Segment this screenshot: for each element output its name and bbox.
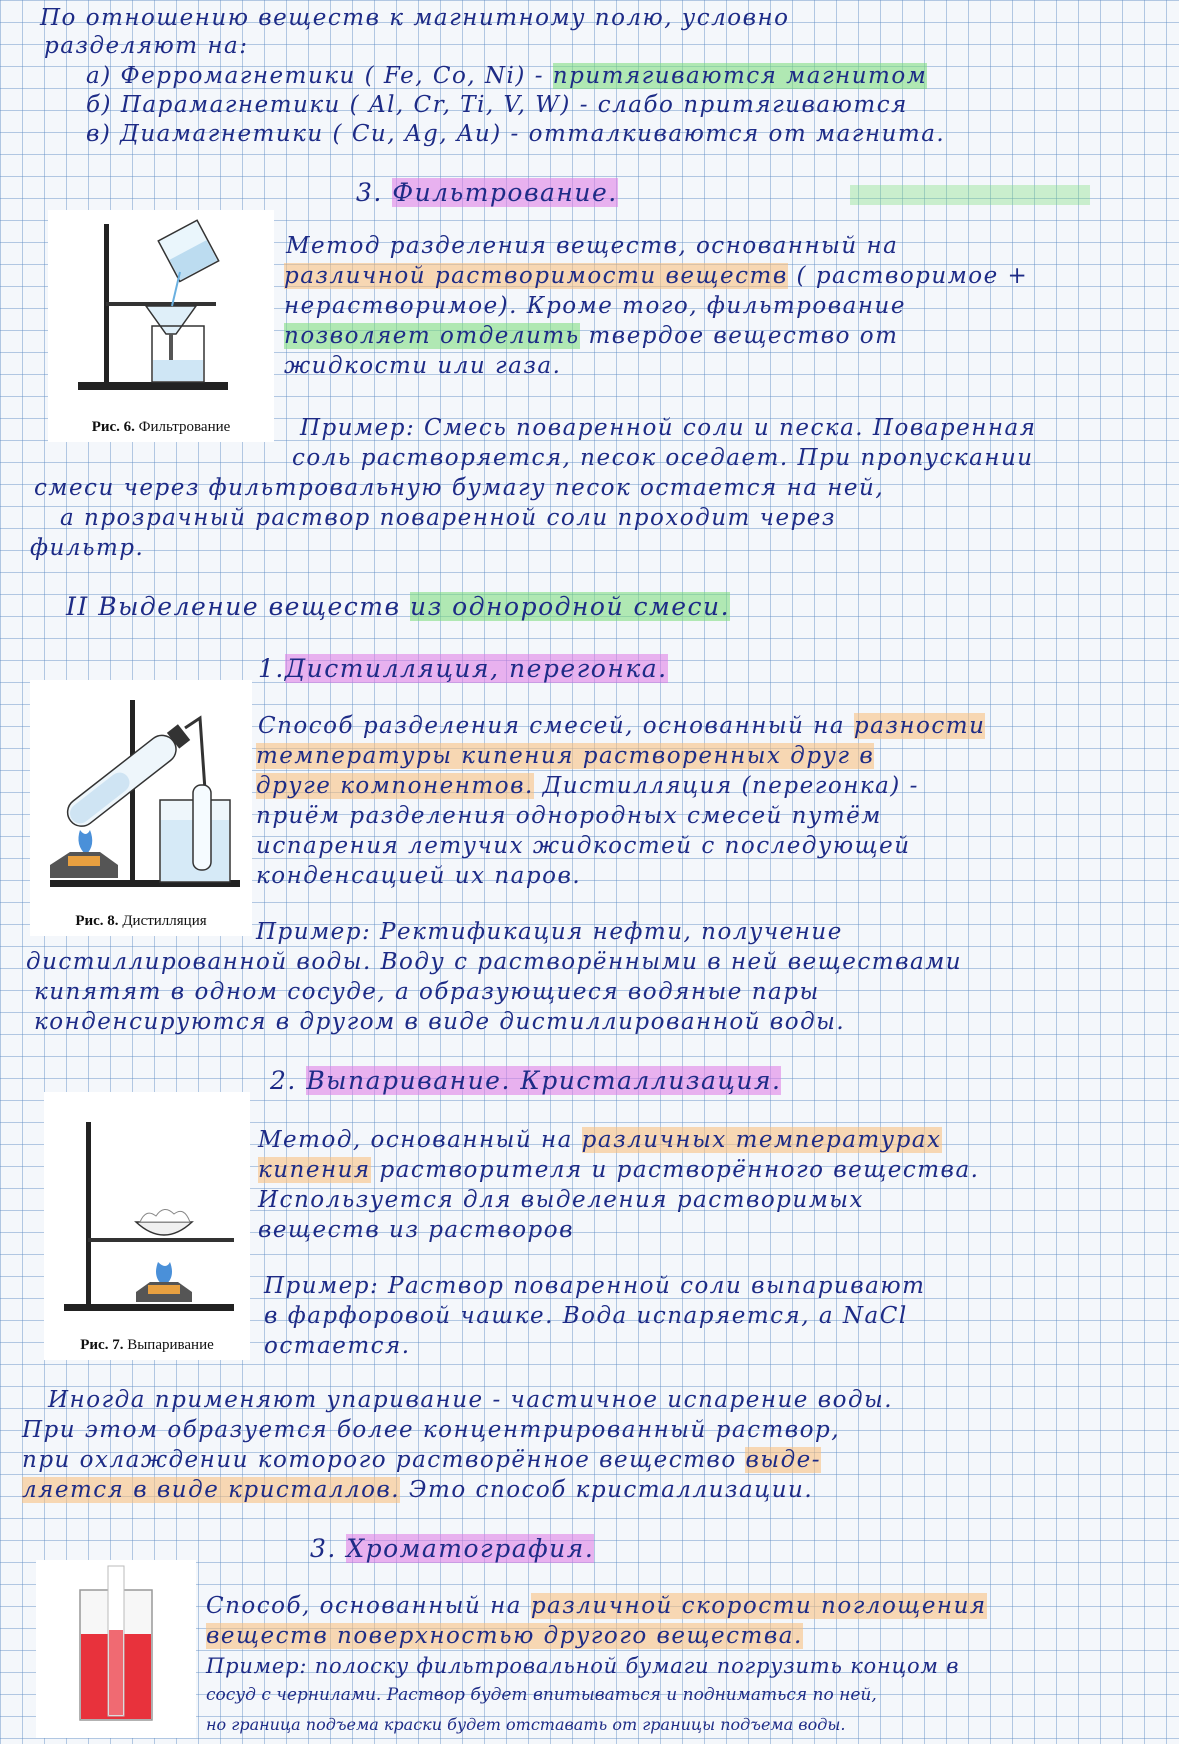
evaporation-def-1-highlight: различных температурах — [581, 1127, 942, 1153]
filtration-example-1: Пример: Смесь поваренной соли и песка. Поваренная — [300, 415, 1037, 441]
chromatography-heading — [310, 1534, 594, 1563]
distillation-def-1-highlight: разности — [853, 713, 986, 739]
evaporation-para-4-highlight: ляется в виде кристаллов. — [22, 1477, 401, 1503]
intro-item-a-text: а) Ферромагнетики ( Fe, Co, Ni) - — [86, 63, 553, 89]
chromatography-def-1 — [206, 1592, 987, 1621]
distillation-def-1-text: Способ разделения смесей, основанный на — [258, 713, 854, 739]
evaporation-def-2 — [258, 1156, 979, 1185]
distillation-heading — [258, 654, 668, 683]
evaporation-def-2-highlight: кипения — [258, 1157, 371, 1183]
filtration-def-4-highlight: позволяет отделить — [284, 323, 580, 349]
distillation-def-5: испарения летучих жидкостей с последующей — [256, 833, 911, 859]
evaporation-para-3-highlight: выде- — [745, 1447, 822, 1473]
evaporation-def-1-text: Метод, основанный на — [258, 1127, 582, 1153]
distillation-def-1 — [258, 712, 985, 741]
distillation-def-2-highlight: температуры кипения растворенных друг в — [256, 743, 875, 769]
distillation-heading-number: 1. — [258, 654, 285, 683]
evaporation-para-3 — [22, 1446, 821, 1475]
evaporation-apparatus-icon — [44, 1092, 250, 1360]
evaporation-example-1: Пример: Раствор поваренной соли выпаривают — [264, 1273, 926, 1299]
intro-item-c: в) Диамагнетики ( Cu, Ag, Au) - отталкиваются от магнита. — [86, 121, 946, 147]
distillation-heading-title: Дистилляция, перегонка. — [284, 654, 668, 683]
intro-item-a-highlight: притягиваются магнитом — [552, 63, 928, 89]
evaporation-def-4: веществ из растворов — [258, 1217, 575, 1243]
chromatography-heading-number: 3. — [310, 1534, 337, 1563]
figure-filtration-caption-number: Рис. 6. — [91, 419, 135, 435]
filtration-def-1: Метод разделения веществ, основанный на — [286, 233, 899, 259]
intro-item-a — [86, 62, 927, 91]
distillation-example-3: кипятят в одном сосуде, а образующиеся водяные пары — [34, 979, 820, 1005]
evaporation-heading-number: 2. — [270, 1066, 297, 1095]
evaporation-example-3: остается. — [264, 1333, 411, 1359]
evaporation-para-1: Иногда применяют упаривание - частичное испарение воды. — [48, 1387, 894, 1413]
green-highlight-mark — [850, 185, 1090, 205]
filtration-def-2 — [284, 262, 1028, 291]
figure-filtration-caption-text: Фильтрование — [138, 419, 231, 435]
evaporation-para-3-text: при охлаждении которого растворённое вещество — [22, 1447, 746, 1473]
figure-evaporation-caption — [44, 1337, 250, 1354]
filtration-def-5: жидкости или газа. — [284, 353, 562, 379]
filtration-heading-title: Фильтрование. — [392, 178, 618, 207]
chromatography-def-2 — [206, 1622, 803, 1651]
distillation-def-3-text: Дистилляция (перегонка) - — [533, 773, 919, 799]
intro-line-2: разделяют на: — [44, 33, 249, 59]
figure-evaporation-caption-number: Рис. 7. — [80, 1337, 124, 1353]
distillation-example-4: конденсируются в другом в виде дистиллированной воды. — [34, 1009, 846, 1035]
distillation-def-6: конденсацией их паров. — [256, 863, 582, 889]
chromatography-def-1-highlight: различной скорости поглощения — [530, 1593, 987, 1619]
distillation-def-4: приём разделения однородных смесей путём — [256, 803, 882, 829]
figure-distillation — [30, 680, 252, 936]
filtration-def-4 — [284, 322, 898, 351]
filtration-def-4-text: твердое вещество от — [579, 323, 899, 349]
distillation-apparatus-icon — [30, 680, 252, 936]
chromatography-beaker-icon — [36, 1560, 196, 1738]
filtration-example-4: а прозрачный раствор поваренной соли проходит через — [60, 505, 836, 531]
intro-line-1: По отношению веществ к магнитному полю, условно — [40, 5, 790, 31]
evaporation-para-4 — [22, 1476, 813, 1505]
figure-evaporation-caption-text: Выпаривание — [127, 1337, 214, 1353]
section-2-heading-highlight: из однородной смеси. — [409, 592, 731, 621]
distillation-def-3 — [256, 772, 919, 801]
figure-filtration-caption — [48, 419, 274, 436]
evaporation-heading — [270, 1066, 781, 1095]
filtration-def-3: нерастворимое). Кроме того, фильтрование — [284, 293, 906, 319]
figure-distillation-caption-text: Дистилляция — [122, 913, 207, 929]
chromatography-example-3: но граница подъема краски будет отставать от границы подъема воды. — [206, 1715, 846, 1734]
chromatography-heading-title: Хроматография. — [346, 1534, 595, 1563]
evaporation-def-1 — [258, 1126, 942, 1155]
chromatography-def-2-highlight: веществ поверхностью другого вещества. — [206, 1623, 803, 1649]
chromatography-example-2: сосуд с чернилами. Раствор будет впитываться и подниматься по ней, — [206, 1685, 877, 1705]
evaporation-heading-title: Выпаривание. Кристаллизация. — [306, 1066, 782, 1095]
distillation-example-1: Пример: Ректификация нефти, получение — [256, 919, 843, 945]
filtration-heading — [356, 178, 618, 207]
distillation-def-3-highlight: друге компонентов. — [256, 773, 534, 799]
evaporation-para-4-text: Это способ кристаллизации. — [400, 1477, 814, 1503]
evaporation-def-2-text: растворителя и растворённого вещества. — [370, 1157, 980, 1183]
figure-filtration — [48, 210, 274, 442]
distillation-example-2: дистиллированной воды. Воду с растворёнными в ней веществами — [26, 949, 963, 975]
filtration-def-2-highlight: различной растворимости веществ — [284, 263, 788, 289]
intro-item-b: б) Парамагнетики ( Al, Cr, Ti, V, W) - слабо притягиваются — [86, 92, 908, 118]
evaporation-para-2: При этом образуется более концентрированный раствор, — [22, 1417, 841, 1443]
filtration-apparatus-icon — [48, 210, 274, 442]
section-2-heading — [66, 592, 730, 621]
filtration-def-2-text: ( растворимое + — [787, 263, 1029, 289]
evaporation-def-3: Используется для выделения растворимых — [258, 1187, 864, 1213]
figure-distillation-caption — [30, 913, 252, 930]
chromatography-def-1-text: Способ, основанный на — [206, 1593, 531, 1619]
filtration-example-2: соль растворяется, песок оседает. При пропускании — [292, 445, 1034, 471]
distillation-def-2 — [256, 742, 874, 771]
filtration-example-5: фильтр. — [30, 535, 145, 561]
figure-chromatography — [36, 1560, 196, 1738]
filtration-example-3: смеси через фильтровальную бумагу песок остается на ней, — [34, 475, 885, 501]
chromatography-example-1: Пример: полоску фильтровальной бумаги погрузить концом в — [206, 1654, 960, 1678]
figure-evaporation — [44, 1092, 250, 1360]
figure-distillation-caption-number: Рис. 8. — [75, 913, 119, 929]
section-2-heading-text: II Выделение веществ — [66, 592, 410, 621]
filtration-heading-number: 3. — [356, 178, 383, 207]
evaporation-example-2: в фарфоровой чашке. Вода испаряется, а NaCl — [264, 1303, 908, 1329]
